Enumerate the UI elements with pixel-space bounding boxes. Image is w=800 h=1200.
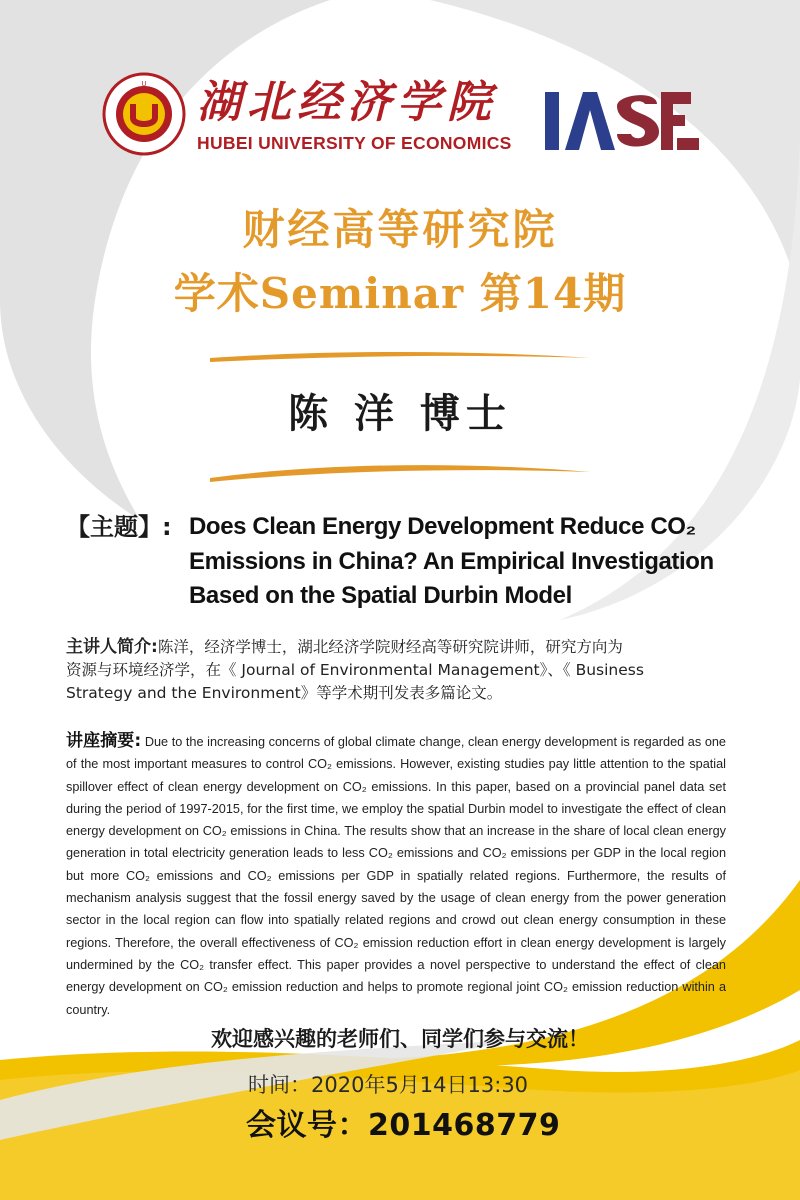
bio-line-3: Strategy and the Environment》等学术期刊发表多篇论文。: [66, 684, 503, 702]
seminar-time: 时间：2020年5月14日13:30: [248, 1073, 529, 1097]
speaker-name: 陈 洋 博士: [288, 390, 512, 437]
iasfe-logo: [545, 88, 700, 154]
abstract-text: Due to the increasing concerns of global climate change, clean energy development is regarded as one of the most important measures to control CO₂ emissions. However, existing studies pay little attention to the spatial spillover effect of clean energy development on CO₂ emissions. In this paper, based on a provincial panel data set during the period of 1997-2015, for the first time, we employ the spatial Durbin model to investigate the effect of clean energy development on CO₂ emissions in China. The results show that an increase in the share of local clean energy generation in total electricity generation leads to less CO₂ emissions and CO₂ emissions per GDP in the local region but more CO₂ emissions and CO₂ emissions per GDP in spatially related regions. Furthermore, the results of mechanism analysis suggest that the fossil energy saved by the usage of clean energy from the power generation sector in the local region can flow into spatially related regions and crowd out clean energy consumption in these regions. Therefore, the overall effectiveness of CO₂ emission reduction effort in clean energy development is largely undermined by the CO₂ transfer effect. This paper provides a novel perspective to understand the effect of clean energy development on CO₂ emission reduction and helps to promote regional joint CO₂ emission reduction within a country.: [66, 735, 726, 1017]
topic-line-2: Emissions in China? An Empirical Investigation: [189, 547, 714, 575]
abstract-label: 讲座摘要:: [66, 731, 142, 751]
university-seal-icon: [102, 72, 186, 156]
seminar-title: 学术Seminar 第14期: [173, 269, 627, 318]
topic-line-3: Based on the Spatial Durbin Model: [189, 582, 572, 609]
meeting-id: 会议号：201468779: [246, 1108, 561, 1143]
seal-center-letter: U: [141, 81, 147, 88]
institute-title: 财经高等研究院: [242, 205, 558, 254]
divider-swoosh-bottom: [210, 456, 590, 484]
topic-line-1: Does Clean Energy Development Reduce CO₂: [189, 513, 696, 540]
lecture-abstract: [66, 730, 726, 1021]
divider-swoosh-top: [210, 348, 590, 376]
topic-label: 【主题】:: [66, 513, 172, 541]
welcome-message: 欢迎感兴趣的老师们、同学们参与交流！: [211, 1026, 589, 1051]
iasfe-logo-mark: [545, 88, 700, 154]
bio-label: 主讲人简介:: [66, 637, 158, 657]
topic-title: [189, 510, 749, 614]
university-name-en: HUBEI UNIVERSITY OF ECONOMICS: [197, 133, 512, 153]
bio-line-1: 陈洋，经济学博士，湖北经济学院财经高等研究院讲师，研究方向为: [157, 638, 623, 656]
university-name-cn: 湖北经济学院: [197, 77, 497, 128]
bio-line-2: 资源与环境经济学，在《 Journal of Environmental Management》、《 Business: [66, 661, 644, 679]
speaker-bio: [66, 636, 734, 705]
